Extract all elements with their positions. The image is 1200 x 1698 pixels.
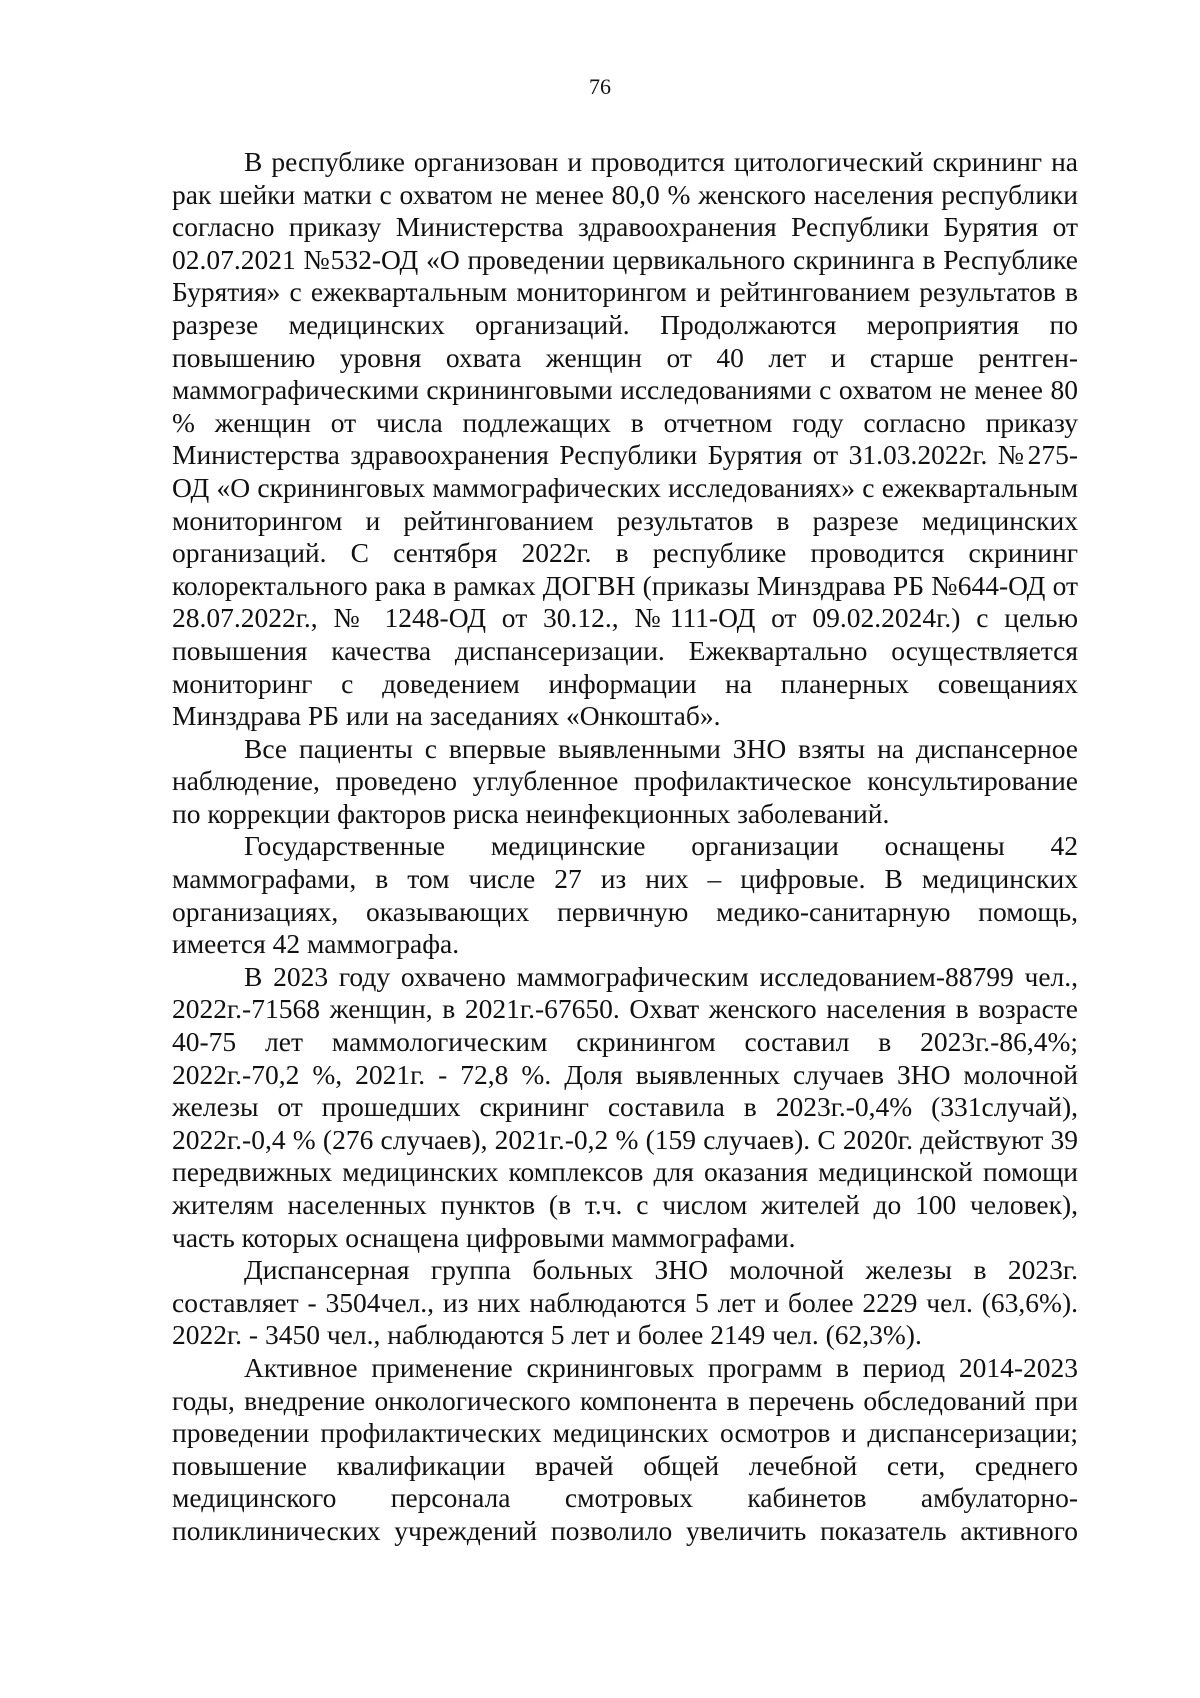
paragraph-mammography-coverage: В 2023 году охвачено маммографическим исследованием-88799 чел., 2022г.-71568 женщин, в 2021г.-67650. Охват женского населения в возрасте 40-75 лет маммологическим скринингом составил в 2023г.-86,4%; 2022г.-70,2 %, 2021г. - 72,8 %. Доля выявленных случаев ЗНО молочной железы от прошедших скрининг составила в 2023г.-0,4% (331случай), 2022г.-0,4 % (276 случаев), 2021г.-0,2 % (159 случаев). С 2020г. действуют 39 передвижных медицинских комплексов для оказания медицинской помощи жителям населенных пунктов (в т.ч. с числом жителей до 100 человек), часть которых оснащена цифровыми маммографами.: [172, 960, 1078, 1253]
page-number: 76: [589, 74, 611, 99]
paragraph-cytological-screening: В республике организован и проводится цитологический скрининг на рак шейки матки с охватом не менее 80,0 % женского населения республики согласно приказу Министерства здравоохранения Республики Бурятия от 02.07.2021 №532-ОД «О проведении цервикального скрининга в Республике Бурятия» с ежеквартальным мониторингом и рейтингованием результатов в разрезе медицинских организаций. Продолжаются мероприятия по повышению уровня охвата женщин от 40 лет и старше рентген-маммографическими скрининговыми исследованиями с охватом не менее 80 % женщин от числа подлежащих в отчетном году согласно приказу Министерства здравоохранения Республики Бурятия от 31.03.2022г. №275-ОД «О скрининговых маммографических исследованиях» с ежеквартальным мониторингом и рейтингованием результатов в разрезе медицинских организаций. С сентября 2022г. в республике проводится скрининг колоректального рака в рамках ДОГВН (приказы Минздрава РБ №644-ОД от 28.07.2022г., № 1248-ОД от 30.12., №111-ОД от 09.02.2024г.) с целью повышения качества диспансеризации. Ежеквартально осуществляется мониторинг с доведением информации на планерных совещаниях Минздрава РБ или на заседаниях «Онкоштаб».: [172, 146, 1078, 732]
paragraph-dispensary-group: Диспансерная группа больных ЗНО молочной железы в 2023г. составляет - 3504чел., из них наблюдаются 5 лет и более 2229 чел. (63,6%). 2022г. - 3450 чел., наблюдаются 5 лет и более 2149 чел. (62,3%).: [172, 1254, 1078, 1351]
paragraph-screening-programs: Активное применение скрининговых программ в период 2014-2023 годы, внедрение онкологического компонента в перечень обследований при проведении профилактических медицинских осмотров и диспансеризации; повышение квалификации врачей общей лечебной сети, среднего медицинского персонала смотровых кабинетов амбулаторно-поликлинических учреждений позволило увеличить показатель активного: [172, 1351, 1078, 1546]
paragraph-dispensary-observation: Все пациенты с впервые выявленными ЗНО взяты на диспансерное наблюдение, проведено углубленное профилактическое консультирование по коррекции факторов риска неинфекционных заболеваний.: [172, 732, 1078, 829]
document-body: [172, 146, 1078, 1548]
paragraph-mammographs: Государственные медицинские организации оснащены 42 маммографами, в том числе 27 из них – цифровые. В медицинских организациях, оказывающих первичную медико-санитарную помощь, имеется 42 маммографа.: [172, 830, 1078, 960]
